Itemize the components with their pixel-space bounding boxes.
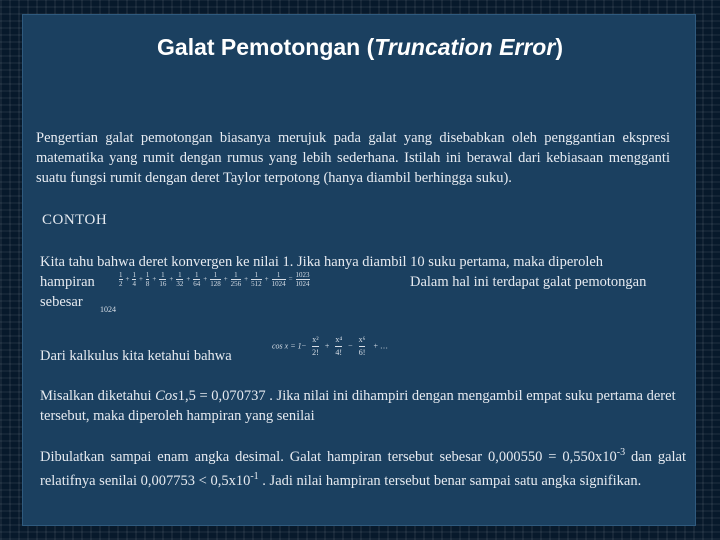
example-line1: Kita tahu bahwa deret konvergen ke nilai 1. Jika hanya diambil 10 suku pertama, maka diperoleh (40, 254, 604, 270)
cos-lhs: cos x = 1 (272, 341, 302, 351)
cos-term: $\frac{\text{x⁴}}{4!}$ (335, 335, 343, 357)
series-term: $\frac{1}{64}$ (193, 270, 201, 288)
series-result: $\frac{1023}{1024}$ (295, 270, 310, 288)
example-paragraph (40, 252, 680, 312)
cos-series-formula: cos x = 1− $\frac{\text{x²}}{2!}$ + $\frac{\text{x⁴}}{4!}$ − $\frac{\text{x⁶}}{6!}$ + … (272, 335, 388, 357)
series-term: $\frac{1}{128}$ (210, 270, 221, 288)
series-term: $\frac{1}{4}$ (132, 270, 136, 288)
series-term: $\frac{1}{256}$ (230, 270, 242, 288)
series-term: $\frac{1}{512}$ (251, 270, 262, 288)
dibulatkan-paragraph: Dibulatkan sampai enam angka desimal. Galat hampiran tersebut sebesar $0,000550 = 0,550x10^{-3}$ dan galat relatifnya senilai $0,007753 < 0,5x10^{-1}$ . Jadi nilai hampiran tersebut benar sampai satu angka signifikan. (40, 447, 686, 489)
series-term: $\frac{1}{16}$ (159, 270, 167, 288)
series-term: $\frac{1}{32}$ (176, 270, 184, 288)
sebesar-label: sebesar (40, 294, 83, 310)
after-series-text: Dalam hal ini terdapat galat pemotongan (410, 274, 647, 290)
series-term: $\frac{1}{2}$ (119, 270, 123, 288)
contoh-heading: CONTOH (42, 212, 108, 228)
calculus-line (40, 335, 680, 366)
definition-paragraph: Pengertian galat pemotongan biasanya merujuk pada galat yang disebabkan oleh penggantian ekspresi matematika yang rumit dengan rumus yang lebih sederhana. Istilah ini berawal dari kebiasaan mengganti suatu fungsi rumit dengan deret Taylor terpotong (hanya diambil berhingga suku). (36, 130, 670, 186)
slide-title: Galat Pemotongan (Truncation Error) (157, 34, 563, 60)
calculus-text: Dari kalkulus kita ketahui bahwa (40, 348, 232, 364)
series-term: $\frac{1}{8}$ (145, 270, 150, 288)
geometric-series-formula: $\frac{1}{2}$ + $\frac{1}{4}$ + $\frac{1}{8}$ + $\frac{1}{16}$ + $\frac{1}{32}$ + $\frac{1}{64}$ + $\frac{1}{128}$ + $\frac{1}{256}$ + $\frac{1}{512}$ + $\frac{1}{1024}$ = $\frac{1023}{1024}$ (119, 270, 310, 288)
misal-paragraph: Misalkan diketahui Cos1,5 = 0,070737 . Jika nilai ini dihampiri dengan mengambil empat suku pertama deret tersebut, maka diperoleh hampiran yang senilai (40, 388, 676, 424)
error-fraction: 1024 (100, 305, 116, 314)
cos-term: $\frac{\text{x²}}{2!}$ (312, 335, 319, 357)
series-term: $\frac{1}{1024}$ (271, 270, 286, 288)
cos-term: $\frac{\text{x⁶}}{6!}$ (358, 335, 366, 357)
hampiran-label: hampiran (40, 274, 95, 290)
